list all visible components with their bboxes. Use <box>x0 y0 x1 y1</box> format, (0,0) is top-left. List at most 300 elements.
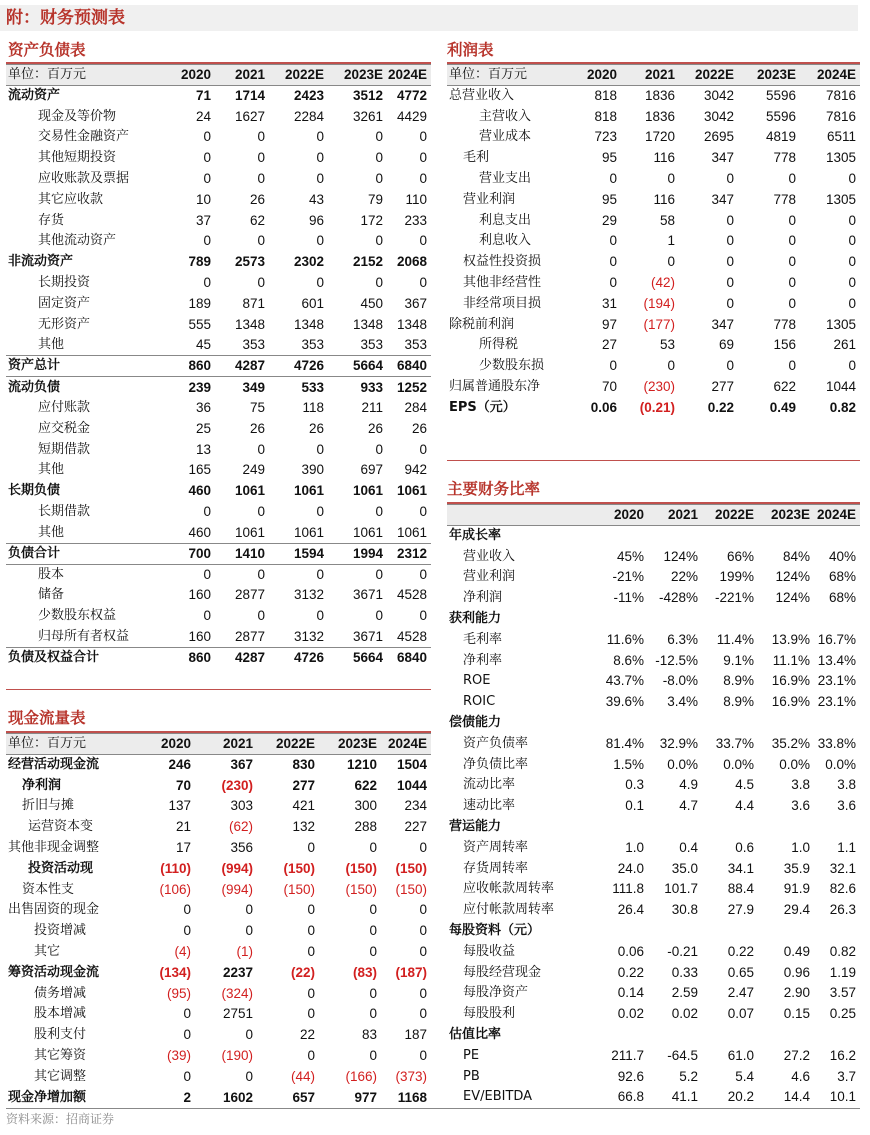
cell-value: 533 <box>301 379 324 395</box>
row-label: 无形资产 <box>38 316 91 332</box>
cell-value: (62) <box>228 819 253 835</box>
cell-value: 13.9% <box>771 631 810 647</box>
table-row <box>6 606 431 627</box>
cell-value: 3.8 <box>791 777 810 793</box>
cell-value: (4) <box>174 944 191 960</box>
cell-value: 367 <box>230 757 253 773</box>
cell-value: 1348 <box>234 316 265 332</box>
row-label: 除税前利润 <box>449 316 515 332</box>
cell-value: 353 <box>215 335 269 356</box>
cell-value: 32.1 <box>829 860 856 876</box>
cell-value: 0 <box>726 358 734 374</box>
cell-value: 165 <box>188 462 211 478</box>
cell-value <box>702 921 758 942</box>
year-header: 2024E <box>387 65 431 86</box>
cell-value: 933 <box>360 379 383 395</box>
row-label: 流动资产 <box>8 88 61 104</box>
year-header: 2021 <box>648 505 702 526</box>
cell-value: 0 <box>419 608 427 624</box>
cell-value: 1044 <box>396 777 427 793</box>
cell-value: 356 <box>230 840 253 856</box>
year-header: 2021 <box>195 734 257 755</box>
cell-value: 3.4% <box>667 694 698 710</box>
cell-value: 1305 <box>825 150 856 166</box>
cell-value: 1994 <box>328 543 387 564</box>
cell-value: 2751 <box>222 1006 253 1022</box>
cell-value: 0 <box>667 358 675 374</box>
table-row <box>6 148 431 169</box>
cell-value: 0 <box>726 254 734 270</box>
cell-value: (39) <box>166 1048 191 1064</box>
cell-value <box>702 1025 758 1046</box>
row-label: 每股股利 <box>463 1006 516 1022</box>
table-row <box>447 377 860 398</box>
cell-value: 0.22 <box>617 964 644 980</box>
cell-value: 942 <box>404 462 427 478</box>
cell-value: 0 <box>375 171 383 187</box>
year-header: 2023E <box>319 734 381 755</box>
table-row <box>6 460 431 481</box>
row-label: 权益性投资损 <box>463 254 542 270</box>
cell-value: (134) <box>159 964 191 980</box>
cell-value: 288 <box>354 819 377 835</box>
cell-value: 0 <box>788 358 796 374</box>
cell-value: 0 <box>316 441 324 457</box>
cell-value: 70 <box>601 379 617 395</box>
table-row <box>6 1066 431 1087</box>
cell-value: 81.4% <box>605 735 644 751</box>
cell-value: 84% <box>782 548 810 564</box>
cell-value: 91.9 <box>783 881 810 897</box>
row-label: 资产周转率 <box>463 839 529 855</box>
cell-value: 17 <box>175 840 191 856</box>
cell-value <box>758 921 814 942</box>
table-row <box>6 377 431 398</box>
cell-value: 40% <box>828 548 856 564</box>
ratios-top-rule <box>447 460 860 461</box>
cell-value: 0 <box>307 1048 315 1064</box>
cell-value: 43 <box>308 191 324 207</box>
cell-value: 0 <box>848 358 856 374</box>
cell-value: 3.57 <box>829 985 856 1001</box>
cell-value: 156 <box>773 337 796 353</box>
cell-value: 101.7 <box>664 881 698 897</box>
cell-value <box>595 1025 648 1046</box>
row-label: 流动负债 <box>8 379 61 395</box>
cell-value: 0 <box>369 985 377 1001</box>
cell-value: 5664 <box>328 356 387 377</box>
cell-value: 79 <box>367 191 383 207</box>
cell-value: 2237 <box>222 964 253 980</box>
cell-value: 124% <box>775 590 810 606</box>
cell-value: (373) <box>395 1068 427 1084</box>
table-row <box>6 879 431 900</box>
table-row <box>6 921 431 942</box>
row-label: 运营资本变 <box>28 819 94 835</box>
year-header: 2021 <box>621 65 679 86</box>
cell-value: 0 <box>848 275 856 291</box>
cell-value: 0 <box>375 150 383 166</box>
cell-value: 2 <box>183 1089 191 1105</box>
table-row <box>6 627 431 648</box>
cell-value: 0 <box>316 171 324 187</box>
cell-value: 5596 <box>765 108 796 124</box>
cell-value: 187 <box>404 1027 427 1043</box>
cell-value: 353 <box>387 335 431 356</box>
year-header: 2023E <box>758 505 814 526</box>
row-label: 负债及权益合计 <box>8 650 100 666</box>
row-label: 总营业收入 <box>449 88 515 104</box>
cell-value: 3042 <box>703 88 734 104</box>
income-statement-table <box>447 64 860 418</box>
table-row <box>6 900 431 921</box>
cell-value: 1627 <box>234 108 265 124</box>
cell-value: 0 <box>419 1006 427 1022</box>
cell-value: 0 <box>419 233 427 249</box>
cell-value: 2423 <box>293 88 324 104</box>
cell-value: 1714 <box>234 88 265 104</box>
cell-value: 1836 <box>644 88 675 104</box>
cell-value: 2.90 <box>783 985 810 1001</box>
cell-value: 0 <box>183 923 191 939</box>
cell-value: 0 <box>307 985 315 1001</box>
row-label: 营业支出 <box>479 171 532 187</box>
cell-value: 0 <box>257 150 265 166</box>
year-header: 2022E <box>257 734 319 755</box>
table-row <box>447 546 860 567</box>
cell-value: 66.8 <box>617 1089 644 1105</box>
cell-value: 1348 <box>293 316 324 332</box>
cell-value: 33.8% <box>817 735 856 751</box>
cell-value: 69 <box>718 337 734 353</box>
cell-value: 0 <box>203 275 211 291</box>
cell-value: 68% <box>828 569 856 585</box>
cell-value: 0 <box>257 129 265 145</box>
table-row <box>6 169 431 190</box>
table-row <box>6 439 431 460</box>
year-header: 2024E <box>381 734 431 755</box>
cell-value: 1348 <box>352 316 383 332</box>
table-row <box>447 231 860 252</box>
cell-value: -221% <box>714 590 754 606</box>
table-row <box>447 671 860 692</box>
row-label: 其它应收款 <box>38 191 104 207</box>
cell-value: 4726 <box>269 356 328 377</box>
cell-value: 199% <box>719 569 754 585</box>
cell-value: 11.1% <box>772 652 810 668</box>
table-row <box>447 941 860 962</box>
table-row <box>447 106 860 127</box>
row-label: 营业成本 <box>479 129 532 145</box>
row-label: 偿债能力 <box>449 715 502 731</box>
cell-value: 0 <box>726 233 734 249</box>
cell-value: 0 <box>609 275 617 291</box>
year-header: 2020 <box>595 505 648 526</box>
table-row <box>447 1087 860 1108</box>
cell-value: 1061 <box>269 522 328 543</box>
table-row <box>6 564 431 585</box>
cell-value <box>702 713 758 734</box>
cell-value <box>814 817 860 838</box>
row-label: 毛利 <box>463 150 490 166</box>
year-header: 2020 <box>139 734 195 755</box>
cell-value: 0 <box>726 275 734 291</box>
cell-value: 0.06 <box>590 399 617 415</box>
table-row <box>6 755 431 776</box>
cell-value: 601 <box>301 295 324 311</box>
cell-value: 2695 <box>703 129 734 145</box>
cell-value: 116 <box>653 150 675 166</box>
table-row <box>447 567 860 588</box>
row-label: 非经常项目损 <box>463 295 542 311</box>
cell-value <box>595 526 648 547</box>
table-row <box>6 942 431 963</box>
cell-value: 11.4% <box>716 631 754 647</box>
cell-value: 0 <box>667 254 675 270</box>
cell-value: (150) <box>345 881 377 897</box>
cell-value: 1504 <box>396 757 427 773</box>
cell-value: 0 <box>307 840 315 856</box>
row-label: 营业利润 <box>463 569 516 585</box>
cell-value: 0.6 <box>735 839 754 855</box>
cell-value: 88.4 <box>727 881 754 897</box>
cell-value: 233 <box>404 212 427 228</box>
row-label: ROIC <box>463 694 496 710</box>
cell-value: 16.9% <box>771 673 810 689</box>
table-row <box>6 127 431 148</box>
cell-value: 0 <box>257 566 265 582</box>
row-label: 其他非经营性 <box>463 275 542 291</box>
row-label: 非流动资产 <box>8 254 74 270</box>
cell-value <box>814 1025 860 1046</box>
row-label: 储备 <box>38 587 65 603</box>
cell-value: 0 <box>369 1006 377 1022</box>
cell-value: 1410 <box>215 543 269 564</box>
cell-value <box>758 609 814 630</box>
row-label: 毛利率 <box>463 631 503 647</box>
cell-value: 0.82 <box>829 399 856 415</box>
cell-value: 347 <box>711 191 734 207</box>
cell-value: 3132 <box>269 627 328 648</box>
cell-value: 778 <box>773 191 796 207</box>
table-row <box>447 858 860 879</box>
cell-value: 0 <box>375 608 383 624</box>
cell-value: 7816 <box>825 88 856 104</box>
cell-value: 0 <box>609 358 617 374</box>
cell-value: 1061 <box>234 483 265 499</box>
cell-value: 116 <box>653 191 675 207</box>
cell-value <box>758 526 814 547</box>
table-row <box>447 713 860 734</box>
row-label: 存货周转率 <box>463 860 529 876</box>
year-header: 2022E <box>702 505 758 526</box>
cell-value: 132 <box>292 819 315 835</box>
row-label: 归母所有者权益 <box>6 627 161 648</box>
cell-value: 700 <box>161 543 215 564</box>
balance-sheet-table <box>6 64 431 668</box>
cell-value: 860 <box>161 356 215 377</box>
cell-value: (166) <box>345 1068 377 1084</box>
cell-value <box>595 817 648 838</box>
table-row <box>447 127 860 148</box>
cell-value: 0 <box>609 254 617 270</box>
cell-value: 43.7% <box>605 673 644 689</box>
cell-value: 227 <box>404 819 427 835</box>
cell-value: 246 <box>168 757 191 773</box>
row-label: 其它 <box>34 944 61 960</box>
cell-value: 14.4 <box>783 1089 810 1105</box>
year-header: 2021 <box>215 65 269 86</box>
cell-value: 0 <box>419 566 427 582</box>
cell-value: 5.2 <box>679 1068 698 1084</box>
row-label: 短期借款 <box>38 441 91 457</box>
cell-value: (150) <box>395 860 427 876</box>
cell-value: 0 <box>257 233 265 249</box>
cell-value: 6.3% <box>667 631 698 647</box>
cell-value: (324) <box>221 985 253 1001</box>
cell-value: (190) <box>221 1048 253 1064</box>
cell-value: 0.65 <box>727 964 754 980</box>
cell-value: (177) <box>643 316 675 332</box>
table-row <box>6 817 431 838</box>
cell-value: (230) <box>643 379 675 395</box>
cell-value: (194) <box>643 295 675 311</box>
year-header: 2022E <box>269 65 328 86</box>
table-row <box>447 273 860 294</box>
table-row <box>6 1046 431 1067</box>
cell-value: 349 <box>242 379 265 395</box>
row-label: 出售固资的现金 <box>8 902 100 918</box>
cell-value: 0 <box>419 944 427 960</box>
cell-value: 37 <box>195 212 211 228</box>
cell-value: 0 <box>369 944 377 960</box>
cell-value <box>648 713 702 734</box>
cell-value <box>595 713 648 734</box>
cell-value: 0 <box>183 1068 191 1084</box>
cell-value: 249 <box>242 462 265 478</box>
row-label: 股本增减 <box>34 1006 87 1022</box>
row-label: 营运能力 <box>449 819 502 835</box>
cell-value: 6511 <box>826 129 856 145</box>
table-row <box>447 526 860 547</box>
cell-value: 1.0 <box>791 839 810 855</box>
cell-value: 0 <box>788 295 796 311</box>
row-label: 资产总计 <box>6 356 161 377</box>
table-row <box>447 879 860 900</box>
cell-value: 0 <box>375 504 383 520</box>
cashflow-top-rule <box>6 689 431 690</box>
table-row <box>6 585 431 606</box>
cell-value: 26 <box>249 191 265 207</box>
cashflow-table <box>6 733 431 1108</box>
cell-value: 58 <box>659 212 675 228</box>
header-row <box>447 65 860 86</box>
row-label: PE <box>463 1047 480 1063</box>
cell-value: 0 <box>257 441 265 457</box>
row-label: 投资活动现 <box>28 860 94 876</box>
cell-value: 23.1% <box>817 673 856 689</box>
cell-value: 977 <box>354 1089 377 1105</box>
cell-value: 2302 <box>293 254 324 270</box>
cell-value: 1348 <box>396 316 427 332</box>
cell-value: 95 <box>601 191 617 207</box>
cell-value: 13.4% <box>817 652 856 668</box>
cell-value: -0.21 <box>667 943 698 959</box>
cell-value <box>648 1025 702 1046</box>
cell-value: 118 <box>302 400 324 416</box>
cell-value: 36 <box>195 400 211 416</box>
table-row <box>6 983 431 1004</box>
year-header: 2023E <box>738 65 800 86</box>
cell-value: 284 <box>404 400 427 416</box>
cell-value: 1061 <box>352 483 383 499</box>
cell-value: 0.0% <box>723 756 754 772</box>
cell-value: 110 <box>405 191 427 207</box>
cell-value: 6840 <box>396 650 427 666</box>
year-header: 2024E <box>800 65 860 86</box>
cell-value: 1.1 <box>837 839 856 855</box>
cell-value: 239 <box>188 379 211 395</box>
cell-value: 0 <box>245 1027 253 1043</box>
cell-value: 3512 <box>352 88 383 104</box>
cell-value: 778 <box>773 316 796 332</box>
cell-value: (230) <box>221 777 253 793</box>
table-row <box>447 837 860 858</box>
cell-value: 0 <box>419 840 427 856</box>
source-note: 资料来源：招商证券 <box>6 1112 115 1126</box>
cell-value: 3042 <box>703 108 734 124</box>
cell-value: 1305 <box>825 316 856 332</box>
cell-value: 3.6 <box>837 798 856 814</box>
cell-value: (150) <box>283 860 315 876</box>
cell-value: 0 <box>788 233 796 249</box>
cell-value: 0.1 <box>625 798 644 814</box>
cell-value: 261 <box>833 337 856 353</box>
cell-value: 20.2 <box>727 1089 754 1105</box>
table-row <box>6 775 431 796</box>
cell-value: 0 <box>419 171 427 187</box>
year-header: 2023E <box>328 65 387 86</box>
cell-value: -12.5% <box>655 652 698 668</box>
table-row <box>6 231 431 252</box>
cell-value: 4772 <box>396 88 427 104</box>
cell-value: 35.2% <box>771 735 810 751</box>
cell-value: (150) <box>395 881 427 897</box>
cell-value: 33.7% <box>715 735 754 751</box>
cell-value <box>648 609 702 630</box>
cell-value: 9.1% <box>723 652 754 668</box>
cell-value: 347 <box>711 150 734 166</box>
table-row <box>6 522 431 543</box>
cell-value: 16.9% <box>771 694 810 710</box>
cell-value: 53 <box>659 337 675 353</box>
row-label: 应付帐款周转率 <box>463 902 555 918</box>
row-label: 净利率 <box>463 652 503 668</box>
cell-value: 0 <box>257 504 265 520</box>
cell-value: 367 <box>404 295 427 311</box>
row-label: 每股净资产 <box>463 985 529 1001</box>
cell-value: 0 <box>848 171 856 187</box>
cell-value: 35.0 <box>671 860 698 876</box>
row-label: 资本性支 <box>22 881 75 897</box>
row-label: 利息支出 <box>479 212 532 228</box>
cell-value: 61.0 <box>727 1047 754 1063</box>
cell-value: 5596 <box>765 88 796 104</box>
table-row <box>6 273 431 294</box>
cell-value: -8.0% <box>662 673 698 689</box>
cell-value: 0 <box>369 923 377 939</box>
table-row <box>6 858 431 879</box>
